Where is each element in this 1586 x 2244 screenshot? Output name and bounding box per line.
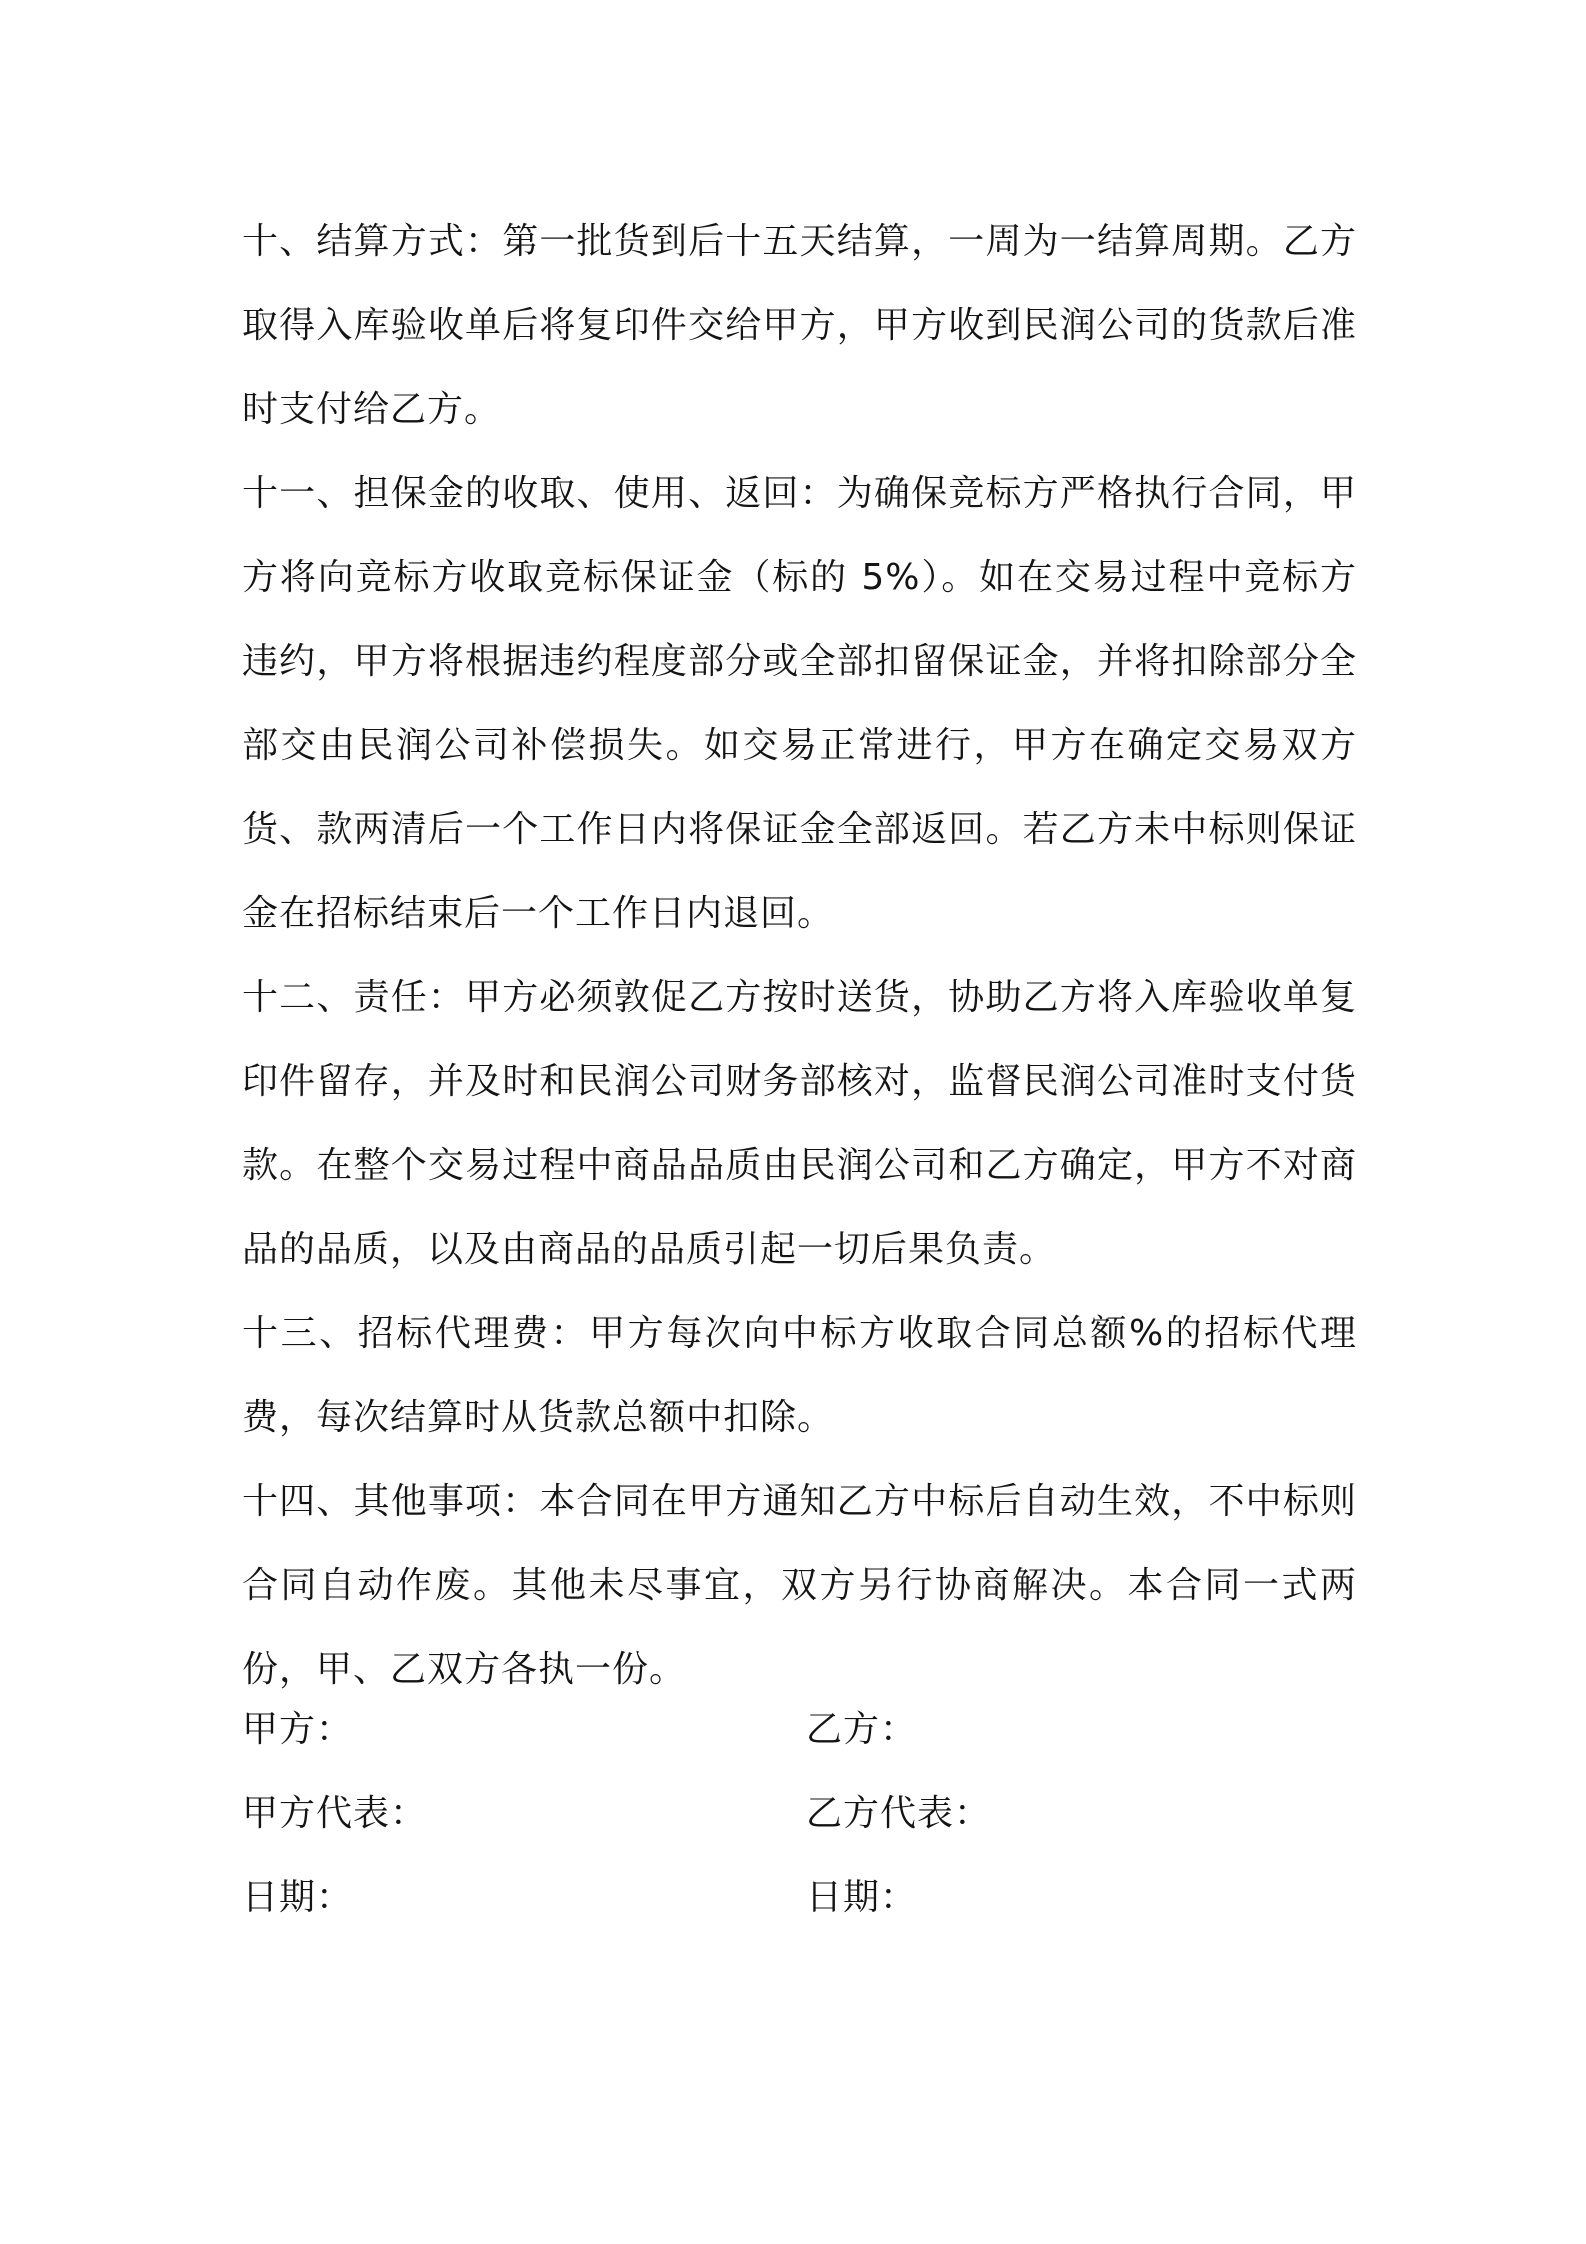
party-a-label: 甲方： [242, 1709, 354, 1750]
party-b-representative-label: 乙方代表： [806, 1793, 992, 1834]
signature-row-party [242, 1688, 1357, 1772]
clause-13-agency-fee: 十三、招标代理费：甲方每次向中标方收取合同总额%的招标代理费，每次结算时从货款总额中扣除。 [242, 1313, 1357, 1438]
party-b-date-label: 日期： [806, 1877, 918, 1918]
party-b-label: 乙方： [806, 1709, 918, 1750]
contract-body [242, 200, 1357, 1712]
clause-14-other-matters: 十四、其他事项：本合同在甲方通知乙方中标后自动生效，不中标则合同自动作废。其他未尽事宜，双方另行协商解决。本合同一式两份，甲、乙双方各执一份。 [242, 1481, 1357, 1690]
signature-row-date [242, 1856, 1357, 1940]
signature-block [242, 1688, 1357, 1940]
clause-11-deposit: 十一、担保金的收取、使用、返回：为确保竞标方严格执行合同，甲方将向竞标方收取竞标保证金（标的 5%）。如在交易过程中竞标方违约，甲方将根据违约程度部分或全部扣留保证金，并将扣除部分全部交由民润公司补偿损失。如交易正常进行，甲方在确定交易双方货、款两清后一个工作日内将保证金全部返回。若乙方未中标则保证金在招标结束后一个工作日内退回。 [242, 473, 1357, 934]
clause-12-responsibility: 十二、责任：甲方必须敦促乙方按时送货，协助乙方将入库验收单复印件留存，并及时和民润公司财务部核对，监督民润公司准时支付货款。在整个交易过程中商品品质由民润公司和乙方确定，甲方不对商品的品质，以及由商品的品质引起一切后果负责。 [242, 977, 1357, 1270]
party-a-representative-label: 甲方代表： [242, 1793, 428, 1834]
party-a-date-label: 日期： [242, 1877, 354, 1918]
signature-row-representative [242, 1772, 1357, 1856]
clause-10-settlement: 十、结算方式：第一批货到后十五天结算，一周为一结算周期。乙方取得入库验收单后将复印件交给甲方，甲方收到民润公司的货款后准时支付给乙方。 [242, 221, 1357, 430]
